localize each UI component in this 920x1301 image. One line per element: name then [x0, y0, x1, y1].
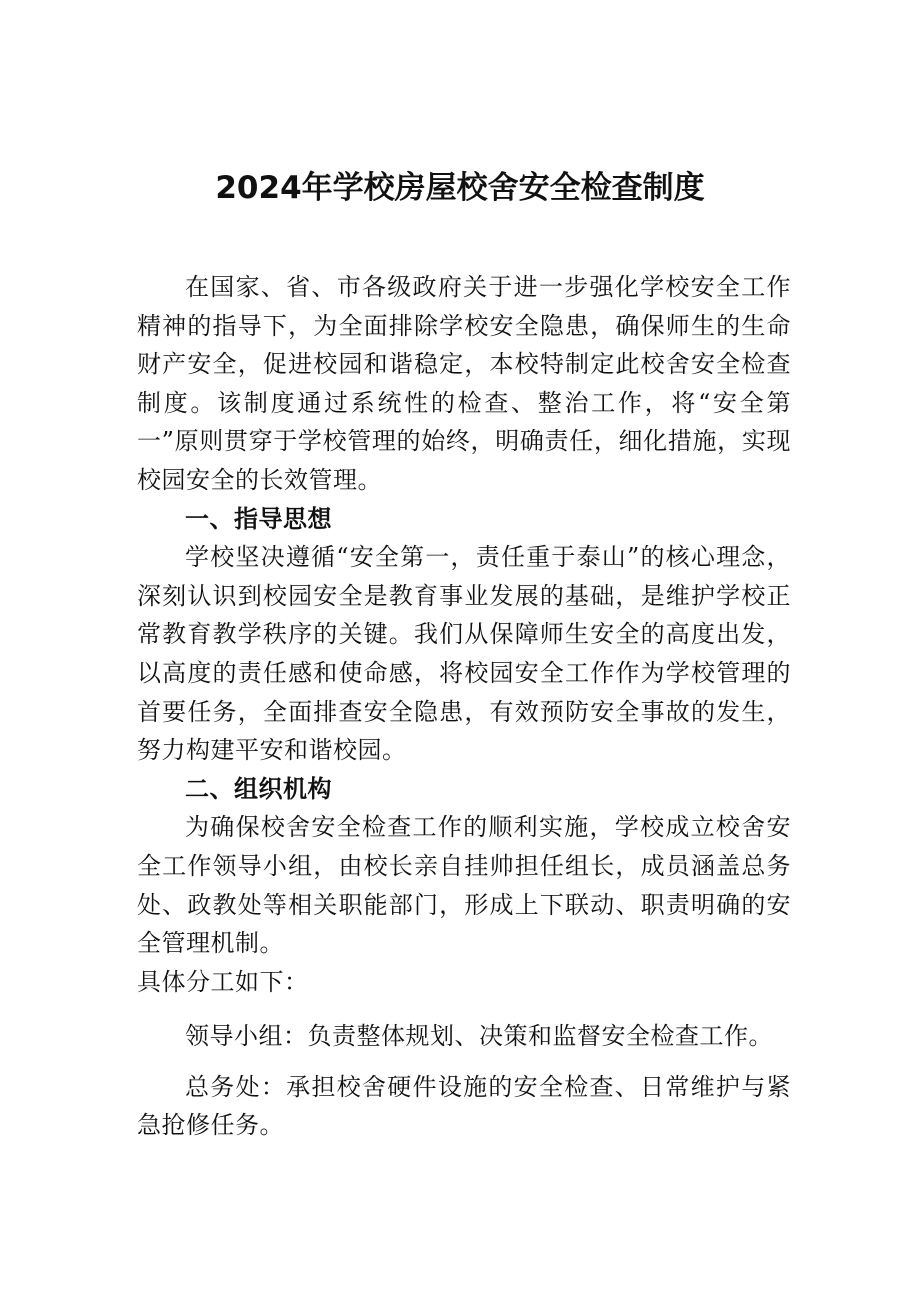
intro-paragraph: 在国家、省、市各级政府关于进一步强化学校安全工作精神的指导下，为全面排除学校安全隐患，确保师生的生命财产安全，促进校园和谐稳定，本校特制定此校舍安全检查制度。该制度通过系统性的检查、整治工作，将“安全第一”原则贯穿于学校管理的始终，明确责任，细化措施，实现校园安全的长效管理。: [137, 273, 791, 494]
division-intro-line: 具体分工如下：: [137, 967, 309, 996]
section-heading-organization: 二、组织机构: [185, 774, 332, 803]
document-body: [137, 268, 791, 1145]
general-affairs-duty: 总务处：承担校舍硬件设施的安全检查、日常维护与紧急抢修任务。: [137, 1072, 791, 1140]
section-heading-guiding-thought: 一、指导思想: [185, 504, 332, 533]
organization-paragraph: 为确保校舍安全检查工作的顺利实施，学校成立校舍安全工作领导小组，由校长亲自挂帅担任组长，成员涵盖总务处、政教处等相关职能部门，形成上下联动、职责明确的安全管理机制。: [137, 813, 791, 958]
document-title: 2024年学校房屋校舍安全检查制度: [215, 170, 705, 206]
leadership-group-duty: 领导小组：负责整体规划、决策和监督安全检查工作。: [185, 1022, 773, 1051]
guiding-thought-paragraph: 学校坚决遵循“安全第一，责任重于泰山”的核心理念，深刻认识到校园安全是教育事业发展的基础，是维护学校正常教育教学秩序的关键。我们从保障师生安全的高度出发，以高度的责任感和使命感，将校园安全工作作为学校管理的首要任务，全面排查安全隐患，有效预防安全事故的发生，努力构建平安和谐校园。: [137, 543, 791, 765]
